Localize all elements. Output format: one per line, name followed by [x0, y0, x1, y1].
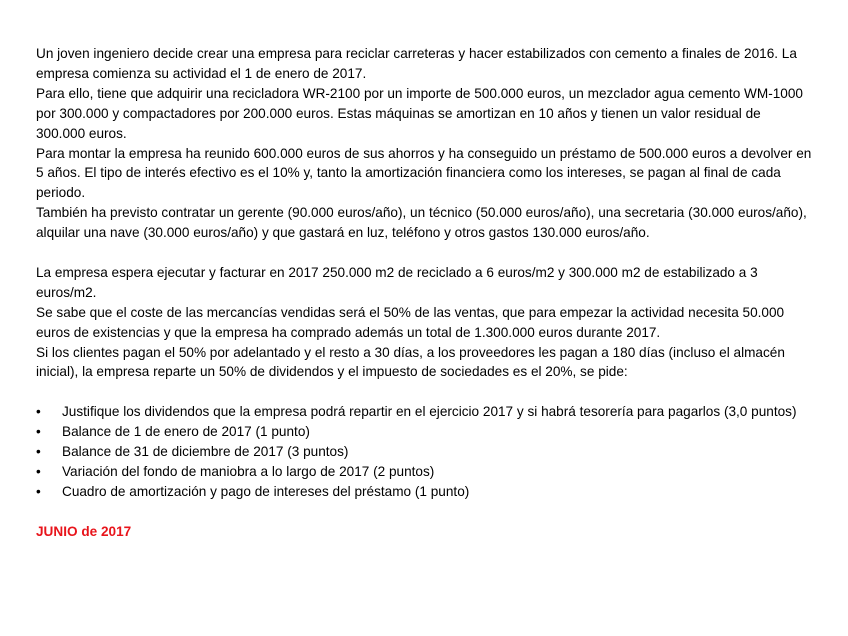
question-text: Balance de 1 de enero de 2017 (1 punto) [62, 424, 310, 440]
intro-paragraph-2: Para ello, tiene que adquirir una recicladora WR-2100 por un importe de 500.000 euros, un mezclador agua cemento WM-1000 por 300.000 y compactadores por 200.000 euros. Estas máquinas se amortizan en 10 años y tienen un valor residual de 300.000 euros. [36, 85, 803, 141]
question-item [36, 422, 812, 442]
question-text: Balance de 31 de diciembre de 2017 (3 puntos) [62, 444, 349, 460]
bullet-icon: • [36, 424, 41, 440]
bullet-icon: • [36, 444, 41, 460]
operations-paragraph-3: Si los clientes pagan el 50% por adelantado y el resto a 30 días, a los proveedores les pagan a 180 días (incluso el almacén inicial), la empresa reparte un 50% de dividendos y el impuesto de sociedades es el 20%, se pide: [36, 344, 785, 380]
bullet-icon: • [36, 404, 41, 420]
paragraph-spacer [36, 243, 812, 263]
question-item [36, 442, 812, 462]
exam-date: JUNIO de 2017 [36, 523, 132, 539]
paragraph-spacer [36, 382, 812, 402]
operations-paragraph-1: La empresa espera ejecutar y facturar en 2017 250.000 m2 de reciclado a 6 euros/m2 y 300.000 m2 de estabilizado a 3 euros/m2. [36, 264, 758, 300]
exam-document [36, 44, 812, 542]
operations-paragraph-2: Se sabe que el coste de las mercancías vendidas será el 50% de las ventas, que para empezar la actividad necesita 50.000 euros de existencias y que la empresa ha comprado además un total de 1.300.000 euros durante 2017. [36, 304, 785, 340]
bullet-icon: • [36, 464, 41, 479]
questions-list [36, 402, 812, 502]
question-item [36, 402, 812, 422]
question-text: Cuadro de amortización y pago de intereses del préstamo (1 punto) [62, 483, 470, 499]
intro-paragraph-3: Para montar la empresa ha reunido 600.000 euros de sus ahorros y ha conseguido un préstamo de 500.000 euros a devolver en 5 años. El tipo de interés efectivo es el 10% y, tanto la amortización financiera como los intereses, se pagan al final de cada periodo. [36, 145, 812, 201]
question-item [36, 482, 812, 502]
paragraph-spacer [36, 502, 812, 522]
question-item [36, 462, 812, 482]
intro-paragraph-1: Un joven ingeniero decide crear una empresa para reciclar carreteras y hacer estabilizados con cemento a finales de 2016. La empresa comienza su actividad el 1 de enero de 2017. [36, 46, 797, 81]
question-text: Justifique los dividendos que la empresa podrá repartir en el ejercicio 2017 y si habrá tesorería para pagarlos (3,0 puntos) [62, 404, 797, 420]
question-text: Variación del fondo de maniobra a lo largo de 2017 (2 puntos) [62, 464, 435, 479]
intro-paragraph-4: También ha previsto contratar un gerente (90.000 euros/año), un técnico (50.000 euros/año), una secretaria (30.000 euros/año), alquilar una nave (30.000 euros/año) y que gastará en luz, teléfono y otros gastos 130.000 euros/año. [36, 205, 807, 241]
bullet-icon: • [36, 483, 41, 499]
